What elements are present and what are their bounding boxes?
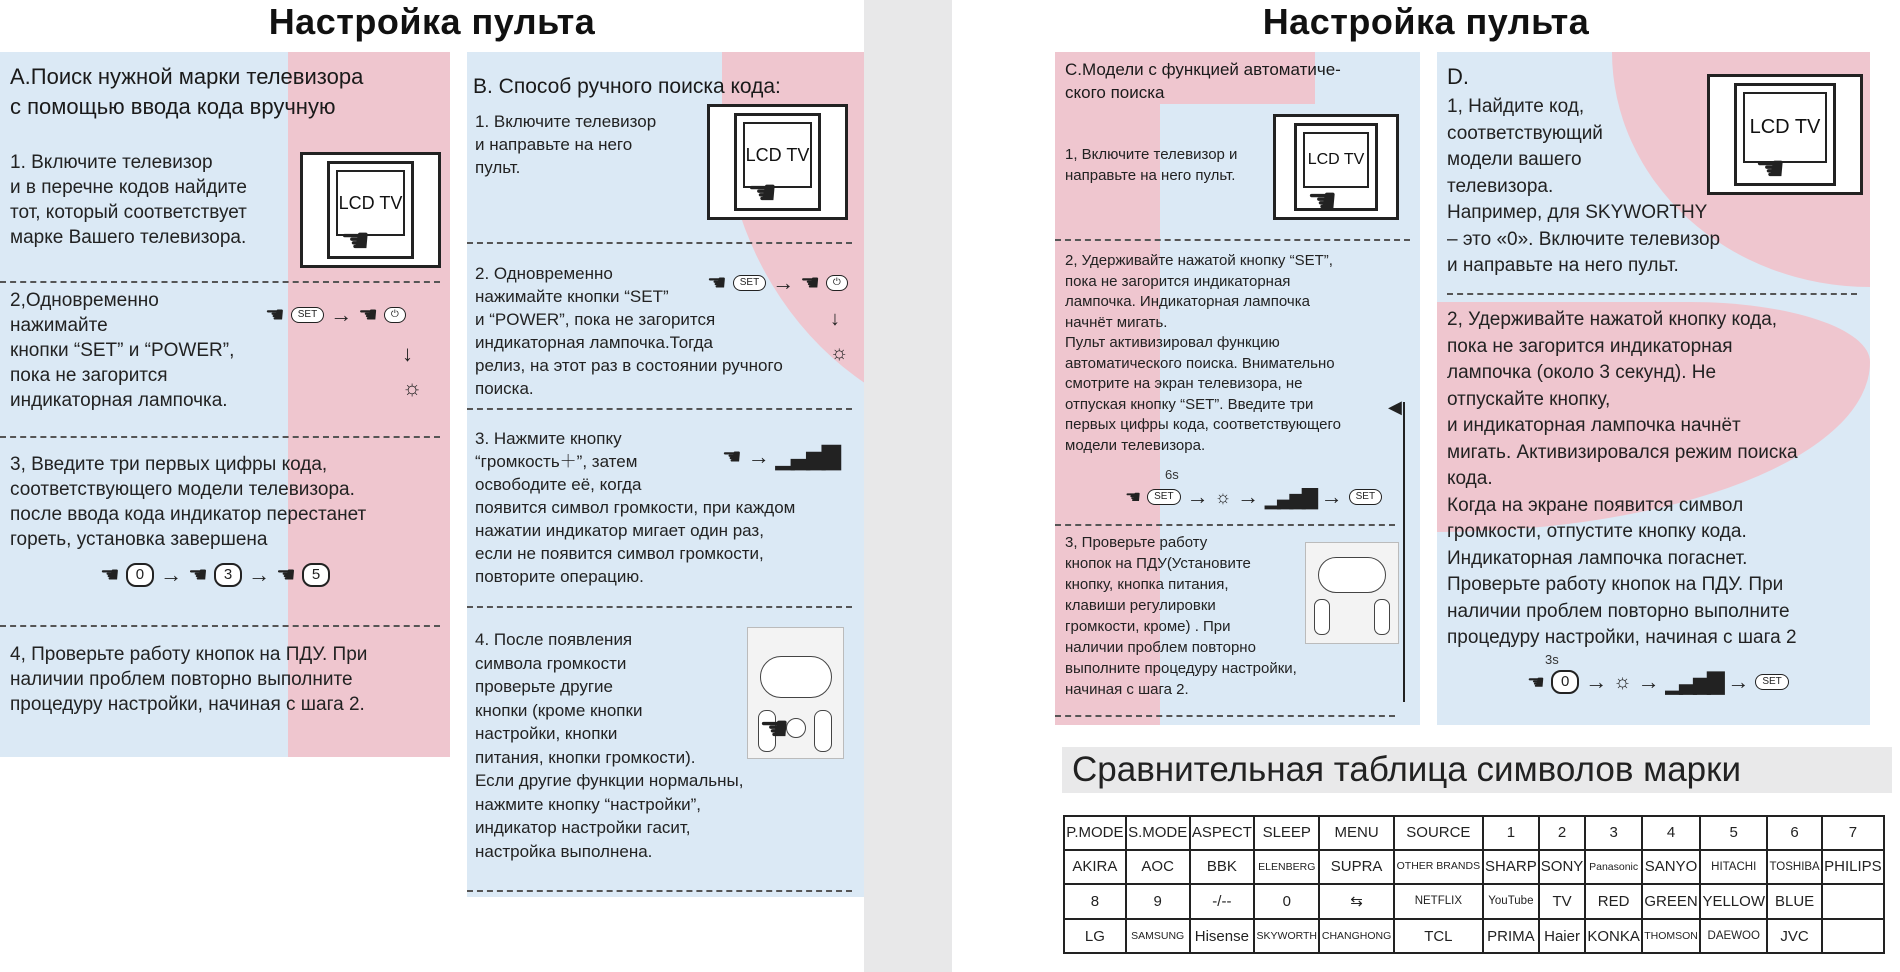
table-cell: SONY (1540, 851, 1584, 883)
hand-pointer-icon: ☚ (747, 174, 778, 212)
table-row (1065, 851, 1883, 883)
arrow-icon: → (1727, 669, 1750, 694)
table-cell: ASPECT (1191, 817, 1254, 849)
hand-icon: ☚ (265, 302, 285, 327)
swap-icon: ⇆ (1320, 885, 1392, 919)
arrow-icon: → (330, 302, 353, 327)
divider (467, 890, 852, 892)
section-b-panel (467, 52, 864, 897)
section-c-step1: 1, Включите телевизор и направьте на него пульт. (1065, 146, 1238, 184)
tv-illustration (707, 104, 848, 220)
arrow-icon: → (1237, 484, 1260, 509)
table-cell: TCL (1395, 920, 1482, 952)
table-cell: Panasonic (1586, 851, 1641, 883)
table-cell: KONKA (1586, 920, 1641, 952)
table-cell: PRIMA (1484, 920, 1538, 952)
set-button-icon: SET (1147, 489, 1180, 505)
section-c-panel (1055, 52, 1420, 725)
tv-screen-label: LCD TV (336, 170, 405, 236)
set-power-sequence (265, 302, 406, 328)
section-b-step2: 2. Одновременно нажимайте кнопки “SET” и “POWER”, пока не загорится индикаторная лампочка.Тогда релиз, на этот раз в состоянии ручного поиска. (475, 264, 783, 398)
section-b-step3: 3. Нажмите кнопку “громкость＋”, затем освободите её, когда появится символ громкости, при каждом нажатии индикатор мигает один раз, если не появится символ громкости, повторите операцию. (475, 429, 796, 586)
timer-label: 6s (1165, 467, 1179, 482)
arrow-icon: → (1320, 484, 1343, 509)
table-cell: PHILIPS (1823, 851, 1883, 883)
remote-illustration (1305, 542, 1399, 644)
table-cell: SLEEP (1255, 817, 1318, 849)
table-cell: S.MODE (1127, 817, 1189, 849)
table-cell: Haier (1540, 920, 1584, 952)
table-cell: 7 (1823, 817, 1883, 849)
section-b-header: B. Способ ручного поиска кода: (473, 75, 781, 98)
volume-bars-icon: ▁▃▅▇ (1265, 486, 1315, 509)
digit-0-button: 0 (126, 563, 154, 587)
tv-screen-label: LCD TV (1303, 132, 1369, 188)
indicator-light-icon: ↓ ☼ (830, 308, 849, 364)
divider (467, 408, 852, 410)
table-cell: 3 (1586, 817, 1641, 849)
table-cell: GREEN (1643, 885, 1699, 919)
arrow-icon: → (1585, 669, 1608, 694)
table-cell: AOC (1127, 851, 1189, 883)
table-cell: LG (1065, 920, 1125, 952)
set-button-icon: SET (1349, 489, 1382, 505)
arrow-icon: → (1186, 484, 1209, 509)
table-cell: SOURCE (1395, 817, 1482, 849)
table-cell: 9 (1127, 885, 1189, 919)
digit-0-button: 0 (1551, 670, 1579, 694)
brand-table-title: Сравнительная таблица символов марки (1062, 747, 1892, 793)
tv-screen-label: LCD TV (743, 122, 812, 188)
remote-dpad-icon (1318, 557, 1386, 593)
section-c-header: C.Модели с функцией автоматиче- ского поиска (1065, 60, 1341, 102)
arrow-icon: → (160, 562, 183, 587)
indicator-light-icon: ☼ (1214, 486, 1232, 507)
table-cell: TOSHIBA (1768, 851, 1820, 883)
hand-pointer-icon: ☚ (340, 222, 371, 260)
table-cell: BLUE (1768, 885, 1820, 919)
section-b-step4: 4. После появления символа громкости проверьте другие кнопки (кроме кнопки настройки, кнопки питания, кнопки громкости). Если другие функции нормальны, нажмите кнопку “настройки”, индикатор настройки гасит, настройка выполнена. (475, 630, 744, 861)
divider (1055, 239, 1410, 241)
table-row (1065, 920, 1883, 952)
tv-illustration (300, 152, 441, 268)
hand-pointer-icon: ☚ (1755, 150, 1786, 188)
table-cell: HITACHI (1701, 851, 1766, 883)
indicator-light-icon: ↓ ☼ (402, 341, 423, 400)
hand-icon: ☚ (358, 302, 378, 327)
section-d-header: D. (1447, 64, 1469, 89)
section-c-step2: 2, Удерживайте нажатой кнопку “SET”, пока не загорится индикаторная лампочка. Индикаторная лампочка начнёт мигать. Пульт активизировал функцию автоматического поиска. Внимательно смотрите на экран телевизора, не отпуская кнопку “SET”. Введите три первых цифры кода, соответствующего модели телевизора. (1065, 252, 1341, 454)
right-page-title: Настройка пульта (1262, 1, 1590, 42)
divider (1055, 524, 1395, 526)
table-cell: 4 (1643, 817, 1699, 849)
section-a-step3: 3, Введите три первых цифры кода, соответствующего модели телевизора. после ввода кода индикатор перестанет гореть, установка завершена (10, 454, 367, 550)
table-cell: TV (1540, 885, 1584, 919)
table-cell (1823, 920, 1883, 952)
set-button-icon: SET (1755, 674, 1788, 690)
hand-pointer-icon: ☚ (759, 710, 790, 748)
hand-pointer-icon: ☚ (1307, 182, 1338, 220)
table-cell: Hisense (1191, 920, 1254, 952)
hand-icon: ☚ (707, 270, 727, 295)
code-search-sequence (1527, 669, 1789, 695)
power-button-icon: ⏻ (384, 307, 406, 323)
digit-sequence (100, 562, 330, 588)
divider (1447, 293, 1857, 295)
divider (1055, 715, 1395, 717)
table-cell: 2 (1540, 817, 1584, 849)
section-a-header: A.Поиск нужной марки телевизора с помощью ввода кода вручную (10, 64, 364, 119)
table-cell: 1 (1484, 817, 1538, 849)
divider (467, 242, 852, 244)
left-page-title: Настройка пульта (268, 1, 596, 42)
table-row (1065, 817, 1883, 849)
table-cell: JVC (1768, 920, 1820, 952)
table-cell: 5 (1701, 817, 1766, 849)
left-page (0, 0, 864, 972)
volume-sequence (722, 442, 838, 471)
hand-icon: ☚ (722, 443, 742, 469)
section-d-step1: 1, Найдите код, соответствующий модели вашего телевизора. Например, для SKYWORTHY – это «0». Включите телевизор и направьте на него пульт. (1447, 96, 1721, 276)
volume-bars-icon: ▁▃▅▇ (1665, 669, 1722, 694)
table-cell: 6 (1768, 817, 1820, 849)
table-cell: SUPRA (1320, 851, 1392, 883)
remote-dpad-icon (760, 656, 832, 698)
table-cell: NETFLIX (1395, 885, 1482, 919)
set-power-sequence (707, 270, 848, 296)
table-cell: ELENBERG (1255, 851, 1318, 883)
divider (0, 281, 440, 283)
hand-icon: ☚ (188, 562, 208, 587)
set-button-icon: SET (733, 275, 766, 291)
table-cell: 8 (1065, 885, 1125, 919)
timer-label: 3s (1545, 652, 1559, 667)
table-cell: OTHER BRANDS (1395, 851, 1482, 883)
table-cell: 0 (1255, 885, 1318, 919)
brand-table (1063, 815, 1885, 954)
set-button-icon: SET (291, 307, 324, 323)
section-d-panel (1437, 52, 1870, 725)
section-a-step1: 1. Включите телевизор и в перечне кодов найдите тот, который соответствует марке Вашего телевизора. (10, 152, 247, 248)
arrow-icon: → (248, 562, 271, 587)
divider (467, 606, 852, 608)
section-a-step4: 4, Проверьте работу кнопок на ПДУ. При наличии проблем повторно выполните процедуру настройки, начиная с шага 2. (10, 644, 368, 715)
hand-icon: ☚ (100, 562, 120, 587)
section-b-step1: 1. Включите телевизор и направьте на него пульт. (475, 112, 657, 177)
section-c-step3: 3, Проверьте работу кнопок на ПДУ(Установите кнопку, кнопка питания, клавиши регулировки громкости, кроме) . При наличии проблем повторно выполните процедуру настройки, начиная с шага 2. (1065, 534, 1297, 698)
table-cell: MENU (1320, 817, 1392, 849)
flow-line (1403, 402, 1405, 702)
table-cell: RED (1586, 885, 1641, 919)
volume-bars-icon: ▁▃▅▇ (775, 443, 838, 470)
table-cell: SKYWORTH (1255, 920, 1318, 952)
tv-screen-label: LCD TV (1743, 92, 1827, 163)
table-cell: P.MODE (1065, 817, 1125, 849)
table-cell: SHARP (1484, 851, 1538, 883)
arrow-icon: → (747, 443, 770, 469)
table-cell: YouTube (1484, 885, 1538, 919)
table-cell: BBK (1191, 851, 1254, 883)
table-cell: CHANGHONG (1320, 920, 1392, 952)
divider (0, 625, 440, 627)
auto-search-sequence (1125, 484, 1382, 510)
arrow-left-icon: ◀ (1388, 397, 1402, 417)
digit-5-button: 5 (302, 563, 330, 587)
table-cell: THOMSON (1643, 920, 1699, 952)
section-d-step2: 2, Удерживайте нажатой кнопку кода, пока не загорится индикаторная лампочка (около 3 секунд). Не отпускайте кнопку, и индикаторная лампочка начнёт мигать. Активизировался режим поиска кода. Когда на экране появится символ громкости, отпустите кнопку кода. Индикаторная лампочка погаснет. Проверьте работу кнопок на ПДУ. При наличии проблем повторно выполните процедуру настройки, начиная с шага 2 (1447, 309, 1798, 648)
table-cell: -/-- (1191, 885, 1254, 919)
arrow-icon: → (1637, 669, 1660, 694)
arrow-icon: → (772, 270, 795, 295)
hand-icon: ☚ (1125, 486, 1142, 507)
remote-channel-rocker-icon (1374, 599, 1390, 635)
table-cell: AKIRA (1065, 851, 1125, 883)
section-a-step2: 2,Одновременно нажимайте кнопки “SET” и “POWER”, пока не загорится индикаторная лампочка. (10, 290, 235, 411)
section-a-panel (0, 52, 450, 757)
table-cell: DAEWOO (1701, 920, 1766, 952)
table-cell: YELLOW (1701, 885, 1766, 919)
table-cell: SANYO (1643, 851, 1699, 883)
remote-volume-rocker-icon (1314, 599, 1330, 635)
table-row (1065, 885, 1883, 919)
divider (0, 436, 440, 438)
table-cell (1823, 885, 1883, 919)
table-cell: SAMSUNG (1127, 920, 1189, 952)
remote-channel-rocker-icon (814, 710, 832, 752)
hand-icon: ☚ (276, 562, 296, 587)
power-button-icon: ⏻ (826, 275, 848, 291)
indicator-light-icon: ☼ (1613, 670, 1632, 693)
digit-3-button: 3 (214, 563, 242, 587)
hand-icon: ☚ (1527, 671, 1545, 694)
hand-icon: ☚ (800, 270, 820, 295)
